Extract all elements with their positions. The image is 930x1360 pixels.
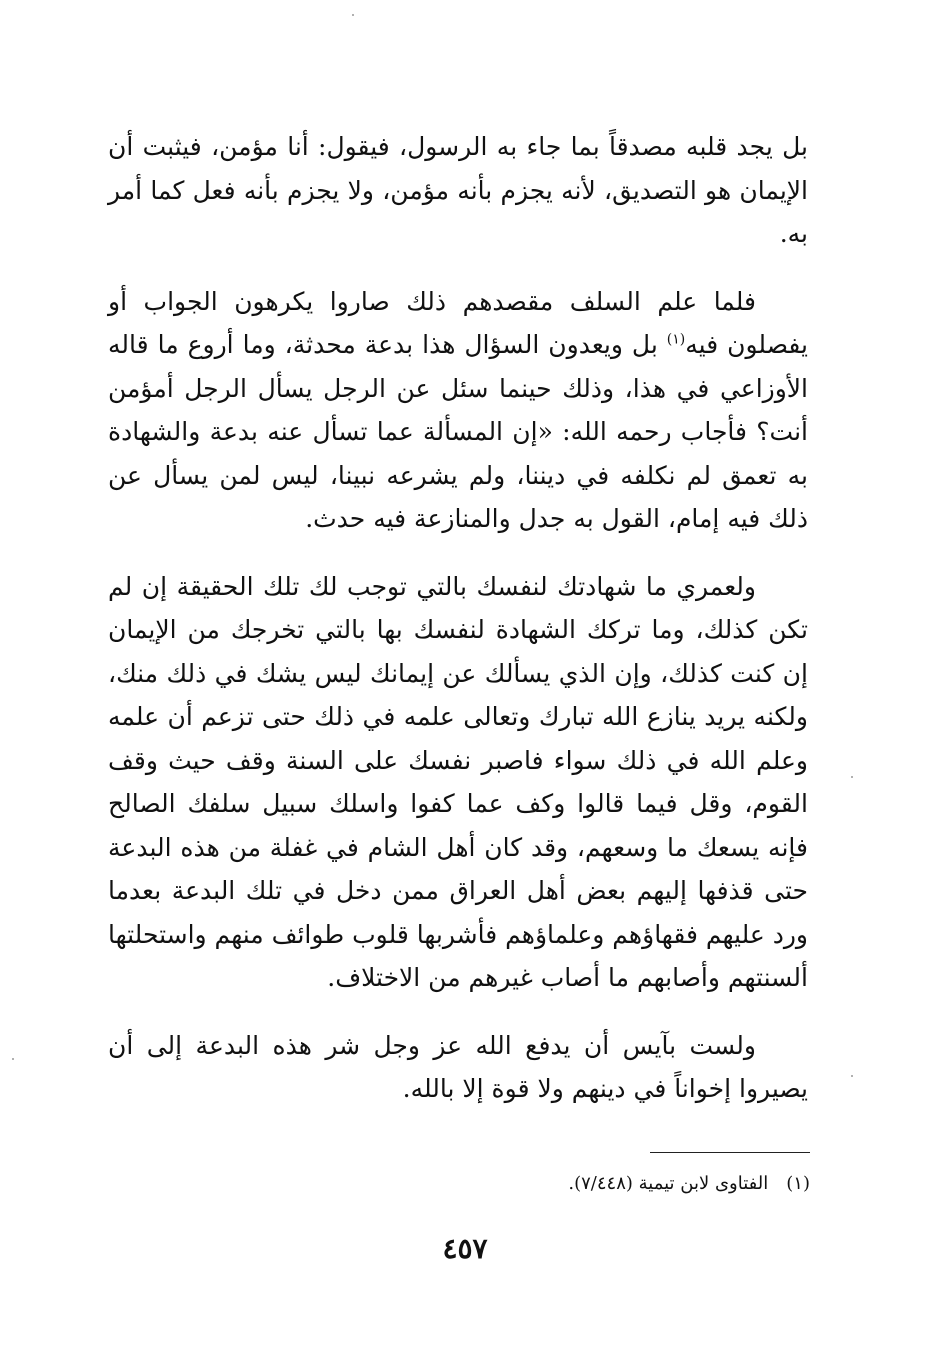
- footnote-reference: (١): [666, 331, 686, 348]
- paragraph-1: بل يجد قلبه مصدقاً بما جاء به الرسول، فيقول: أنا مؤمن، فيثبت أن الإيمان هو التصديق، لأنه يجزم بأنه مؤمن، ولا يجزم بأنه فعل كما أمر به.: [108, 132, 808, 248]
- paragraph-2-start: فلما علم السلف مقصدهم ذلك صاروا يكرهون الجواب أو يفصلون فيه: [108, 286, 808, 359]
- scan-speck: [851, 776, 853, 778]
- footnote-text: الفتاوى لابن تيمية (٧/٤٤٨).: [568, 1173, 769, 1194]
- paragraph-2: [108, 280, 808, 541]
- paragraph-4: ولست بآيس أن يدفع الله عز وجل شر هذه البدعة إلى أن يصيروا إخواناً في دينهم ولا قوة إلا بالله.: [108, 1030, 808, 1103]
- page-number: ٤٥٧: [442, 1232, 488, 1265]
- scan-speck: [851, 1075, 853, 1077]
- footnote-divider: [650, 1152, 810, 1153]
- scan-speck: [352, 14, 354, 16]
- footnote: [330, 1170, 810, 1198]
- paragraph-3: ولعمري ما شهادتك لنفسك بالتي توجب لك تلك الحقيقة إن لم تكن كذلك، وما تركك الشهادة لنفسك بها بالتي تخرجك من الإيمان إن كنت كذلك، وإن الذي يسألك عن إيمانك ليس يشك في ذلك منك، ولكنه يريد ينازع الله تبارك وتعالى علمه في ذلك حتى تزعم أن علمه وعلم الله في ذلك سواء فاصبر نفسك على السنة وقف حيث وقف القوم، وقل فيما قالوا وكف عما كفوا واسلك سبيل سلفك الصالح فإنه يسعك ما وسعهم، وقد كان أهل الشام في غفلة من هذه البدعة حتى قذفها إليهم بعض أهل العراق ممن دخل في تلك البدعة بعدما ورد عليهم فقهاؤهم وعلماؤهم فأشربها قلوب طوائف منهم واستحلتها ألسنتهم وأصابهم ما أصاب غيرهم من الاختلاف.: [108, 571, 808, 992]
- footnote-number: (١): [786, 1173, 810, 1194]
- main-text: [108, 125, 808, 1135]
- scan-speck: [12, 1058, 14, 1060]
- paragraph-2-rest: بل ويعدون السؤال هذا بدعة محدثة، وما أروع ما قاله الأوزاعي في هذا، وذلك حينما سئل عن الرجل يسأل الرجل أمؤمن أنت؟ فأجاب رحمه الله: «إن المسألة عما تسأل عنه بدعة والشهادة به تعمق لم نكلفه في ديننا، ولم يشرعه نبينا، ليس لمن يسأل عن ذلك فيه إمام، القول به جدل والمنازعة فيه حدث.: [108, 330, 808, 533]
